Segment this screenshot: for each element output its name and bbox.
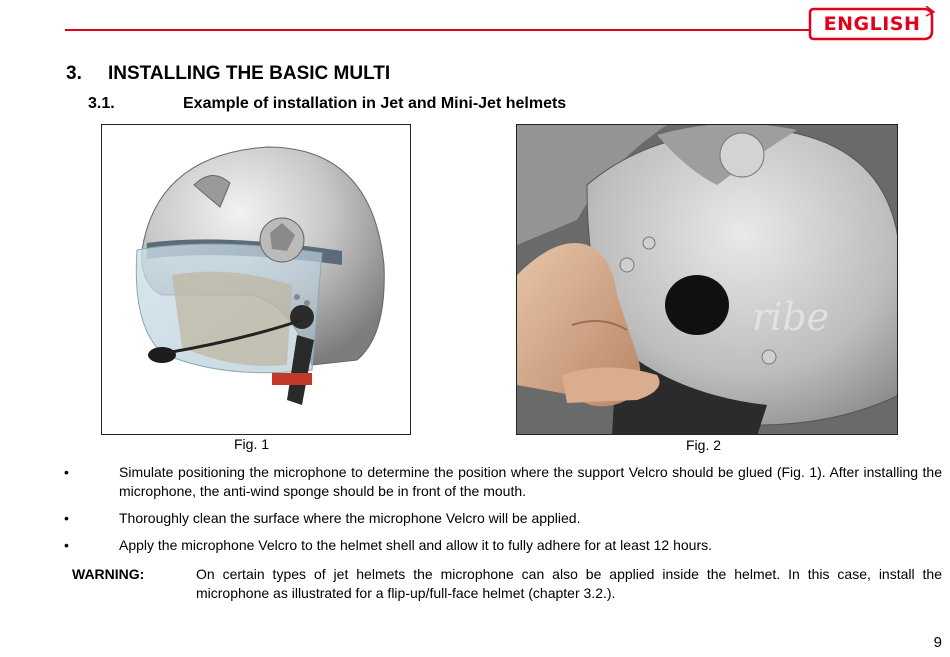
bullet-symbol: • bbox=[64, 537, 69, 553]
figure-2-velcro-photo bbox=[516, 124, 898, 435]
language-label: ENGLISH bbox=[823, 13, 921, 35]
figure-1-helmet-photo bbox=[101, 124, 411, 435]
page-number: 9 bbox=[933, 634, 942, 651]
subsection-number: 3.1. bbox=[88, 95, 115, 112]
bullet-symbol: • bbox=[64, 464, 69, 480]
svg-text:ribe: ribe bbox=[752, 295, 830, 339]
instruction-list bbox=[60, 463, 942, 563]
bullet-symbol: • bbox=[64, 510, 69, 526]
figure-2-caption: Fig. 2 bbox=[686, 437, 722, 453]
warning-note bbox=[72, 565, 942, 603]
section-heading bbox=[66, 63, 390, 85]
header-rule bbox=[65, 29, 810, 31]
section-title: INSTALLING THE BASIC MULTI bbox=[108, 63, 391, 84]
section-number: 3. bbox=[66, 63, 82, 84]
list-item bbox=[60, 463, 942, 501]
list-item bbox=[60, 509, 942, 528]
language-badge bbox=[808, 6, 936, 42]
warning-label: WARNING: bbox=[72, 566, 145, 582]
list-item-text: Apply the microphone Velcro to the helmet shell and allow it to fully adhere for at least 12 hours. bbox=[119, 537, 713, 553]
figure-1-caption: Fig. 1 bbox=[234, 436, 270, 452]
list-item bbox=[60, 536, 942, 555]
list-item-text: Simulate positioning the microphone to determine the position where the support Velcro should be glued (Fig. 1). After installing the microphone, the anti-wind sponge should be in front of the mouth. bbox=[119, 464, 942, 499]
subsection-heading bbox=[88, 95, 566, 113]
list-item-text: Thoroughly clean the surface where the microphone Velcro will be applied. bbox=[119, 510, 581, 526]
warning-text: On certain types of jet helmets the microphone can also be applied inside the helmet. In this case, install the microphone as illustrated for a flip-up/full-face helmet (chapter 3.2.). bbox=[196, 566, 942, 601]
subsection-title: Example of installation in Jet and Mini-Jet helmets bbox=[183, 95, 567, 112]
